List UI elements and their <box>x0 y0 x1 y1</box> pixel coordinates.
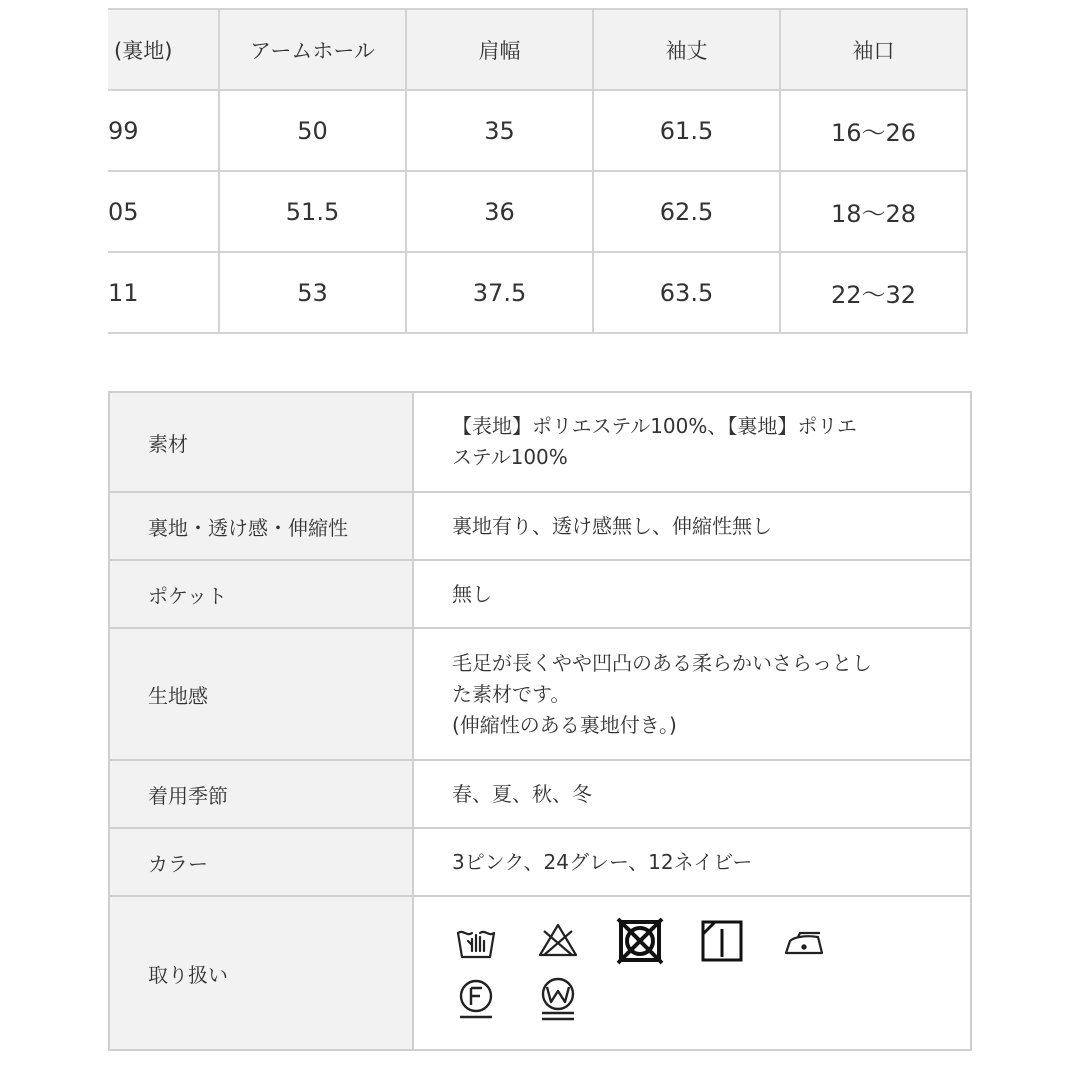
spec-row-material <box>109 392 971 492</box>
header-sleeve-length: 袖丈 <box>593 9 780 90</box>
spec-row-care <box>109 896 971 1050</box>
hand-wash-icon <box>452 917 500 965</box>
cell-shoulder: 36 <box>406 171 593 252</box>
dry-clean-f-icon <box>452 975 500 1023</box>
size-table-header-row <box>108 9 967 90</box>
cell-sleeve-length: 63.5 <box>593 252 780 333</box>
cell-armhole: 53 <box>219 252 406 333</box>
cell-cuff: 22〜32 <box>780 252 967 333</box>
line-dry-shade-icon <box>698 917 746 965</box>
spec-value: 3ピンク、24グレー、12ネイビー <box>413 828 971 896</box>
spec-table <box>108 391 972 1051</box>
spec-label: カラー <box>109 828 413 896</box>
spec-label: 取り扱い <box>109 896 413 1050</box>
cell-shoulder: 35 <box>406 90 593 171</box>
spec-value: 【表地】ポリエステル100%、【裏地】ポリエ ステル100% <box>413 392 971 492</box>
spec-value: 毛足が長くやや凹凸のある柔らかいさらっとし た素材です。 (伸縮性のある裏地付き。) <box>413 628 971 760</box>
cell-shoulder: 37.5 <box>406 252 593 333</box>
cell-lining: 11 <box>108 252 219 333</box>
cell-lining: 05 <box>108 171 219 252</box>
spec-value: 裏地有り、透け感無し、伸縮性無し <box>413 492 971 560</box>
size-table-wrapper <box>108 8 972 340</box>
wet-clean-w-icon <box>534 975 582 1023</box>
cell-armhole: 50 <box>219 90 406 171</box>
spec-row-pocket <box>109 560 971 628</box>
header-cuff: 袖口 <box>780 9 967 90</box>
spec-row-season <box>109 760 971 828</box>
table-row <box>108 171 967 252</box>
care-icons-cell <box>413 896 971 1050</box>
spec-label: 着用季節 <box>109 760 413 828</box>
spec-value: 無し <box>413 560 971 628</box>
spec-row-texture <box>109 628 971 760</box>
no-bleach-icon <box>534 917 582 965</box>
spec-label: ポケット <box>109 560 413 628</box>
spec-label: 生地感 <box>109 628 413 760</box>
size-table <box>108 8 968 334</box>
cell-sleeve-length: 62.5 <box>593 171 780 252</box>
spec-value: 春、夏、秋、冬 <box>413 760 971 828</box>
spec-label: 裏地・透け感・伸縮性 <box>109 492 413 560</box>
spec-row-lining <box>109 492 971 560</box>
cell-sleeve-length: 61.5 <box>593 90 780 171</box>
no-tumble-dry-icon <box>616 917 664 965</box>
table-row <box>108 90 967 171</box>
spec-label: 素材 <box>109 392 413 492</box>
header-armhole: アームホール <box>219 9 406 90</box>
cell-armhole: 51.5 <box>219 171 406 252</box>
care-icons <box>452 913 930 1033</box>
header-lining: (裏地) <box>108 9 219 90</box>
header-shoulder: 肩幅 <box>406 9 593 90</box>
cell-lining: 99 <box>108 90 219 171</box>
low-iron-icon <box>780 917 828 965</box>
table-row <box>108 252 967 333</box>
cell-cuff: 16〜26 <box>780 90 967 171</box>
cell-cuff: 18〜28 <box>780 171 967 252</box>
spec-row-color <box>109 828 971 896</box>
